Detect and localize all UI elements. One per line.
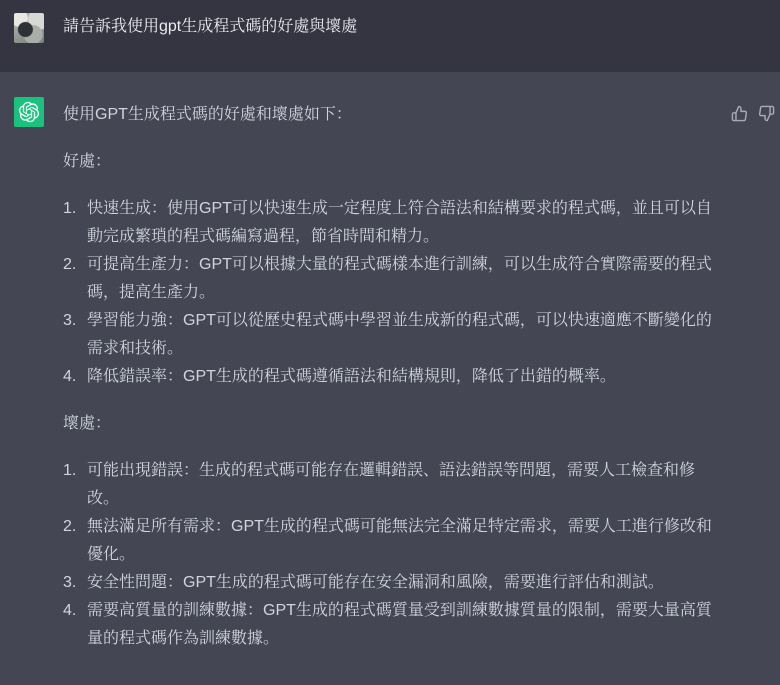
openai-logo-icon [18,101,40,123]
pros-list [63,195,713,391]
list-item [63,569,713,597]
cons-list [63,457,713,653]
list-item [63,251,713,307]
user-message-text: 請告訴我使用gpt生成程式碼的好處與壞處 [63,18,358,35]
list-item [63,457,713,513]
thumbs-up-button[interactable] [731,105,748,122]
thumbs-down-icon [758,105,775,122]
list-item [63,195,713,251]
list-item-number: 3. [63,312,77,329]
list-item [63,597,713,653]
thumbs-up-icon [731,105,748,122]
list-item [63,363,713,391]
list-item-number: 3. [63,574,77,591]
user-message-row [0,0,780,72]
list-item [63,307,713,363]
thumbs-down-button[interactable] [758,105,775,122]
list-item-text: 學習能力強：GPT可以從歷史程式碼中學習並生成新的程式碼，可以快速適應不斷變化的需求和技術。 [87,312,712,357]
list-item-text: 無法滿足所有需求：GPT生成的程式碼可能無法完全滿足特定需求，需要人工進行修改和優化。 [87,518,712,563]
list-item-number: 2. [63,256,77,273]
list-item-number: 4. [63,368,77,385]
assistant-message-row [0,72,780,685]
assistant-intro: 使用GPT生成程式碼的好處和壞處如下： [63,106,352,123]
section-heading-pros: 好處： [63,153,112,170]
section-heading-cons: 壞處： [63,415,112,432]
list-item-text: 安全性問題：GPT生成的程式碼可能存在安全漏洞和風險，需要進行評估和測試。 [87,574,664,591]
user-avatar [14,13,44,43]
list-item-number: 2. [63,518,77,535]
list-item-text: 可能出現錯誤：生成的程式碼可能存在邏輯錯誤、語法錯誤等問題，需要人工檢查和修改。 [87,462,696,507]
list-item-number: 1. [63,200,77,217]
list-item-number: 1. [63,462,77,479]
list-item-text: 可提高生產力：GPT可以根據大量的程式碼樣本進行訓練，可以生成符合實際需要的程式碼，提高生產力。 [87,256,712,301]
list-item-text: 降低錯誤率：GPT生成的程式碼遵循語法和結構規則，降低了出錯的概率。 [87,368,616,385]
assistant-message-content [63,101,713,653]
list-item-number: 4. [63,602,77,619]
chatgpt-avatar [14,97,44,127]
list-item-text: 快速生成：使用GPT可以快速生成一定程度上符合語法和結構要求的程式碼，並且可以自動完成繁瑣的程式碼編寫過程，節省時間和精力。 [87,200,712,245]
list-item [63,513,713,569]
message-feedback-actions [731,105,775,122]
list-item-text: 需要高質量的訓練數據：GPT生成的程式碼質量受到訓練數據質量的限制，需要大量高質量的程式碼作為訓練數據。 [87,602,712,647]
